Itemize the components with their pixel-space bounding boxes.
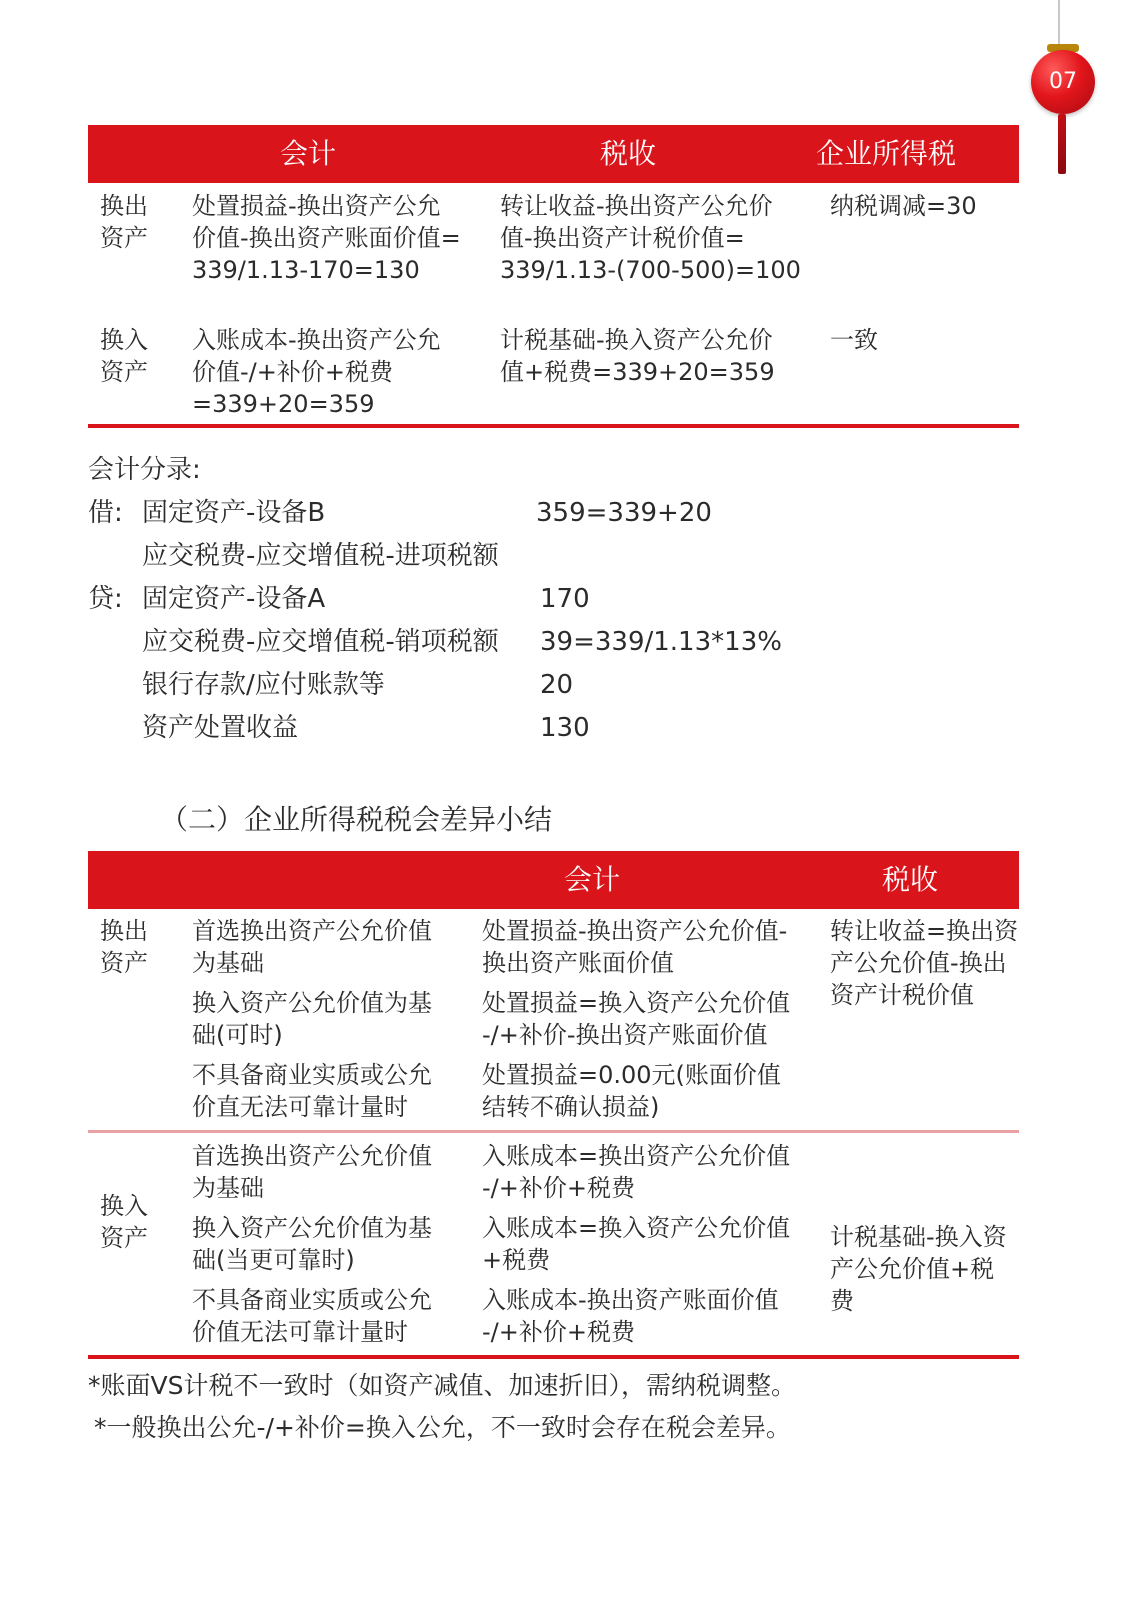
table1-row2-tax: 计税基础-换入资产公允价 值+税费=339+20=359	[500, 326, 775, 386]
section-title: （二）企业所得税税会差异小结	[160, 803, 553, 836]
journal-debit-account-1: 固定资产-设备B	[142, 498, 326, 528]
page-number-lantern: 07	[1031, 50, 1095, 114]
journal-debit-amount-1: 359=339+20	[536, 498, 712, 528]
table2-middle-rule	[88, 1130, 1019, 1133]
journal-debit-account-2: 应交税费-应交增值税-进项税额	[142, 541, 499, 571]
table1-row2-cit: 一致	[830, 326, 878, 354]
table2-out-acct-1: 处置损益-换出资产公允价值- 换出资产账面价值	[482, 917, 788, 977]
journal-credit-amount-1: 170	[540, 584, 590, 614]
journal-credit-account-2: 应交税费-应交增值税-销项税额	[142, 627, 499, 657]
journal-credit-label: 贷:	[88, 584, 123, 614]
table2-in-label: 换入 资产	[100, 1192, 148, 1252]
table2-in-basis-1: 首选换出资产公允价值 为基础	[192, 1142, 432, 1202]
table2-out-label: 换出 资产	[100, 917, 148, 977]
table2-in-basis-2: 换入资产公允价值为基 础(当更可靠时)	[192, 1214, 432, 1274]
table2-in-tax: 计税基础-换入资 产公允价值+税 费	[830, 1223, 1007, 1315]
note-2: *一般换出公允-/+补价=换入公允，不一致时会存在税会差异。	[94, 1413, 791, 1442]
table1-bottom-rule	[88, 424, 1019, 428]
table1-header-tax: 税收	[600, 137, 657, 170]
table2-out-basis-1: 首选换出资产公允价值 为基础	[192, 917, 432, 977]
table1-header-cit: 企业所得税	[816, 137, 957, 170]
table2-in-acct-2: 入账成本=换入资产公允价值 +税费	[482, 1214, 791, 1274]
table1-row1-acct: 处置损益-换出资产公允 价值-换出资产账面价值= 339/1.13-170=130	[192, 192, 461, 284]
table2-out-basis-2: 换入资产公允价值为基 础(可时)	[192, 989, 432, 1049]
table2-out-basis-3: 不具备商业实质或公允 价直无法可靠计量时	[192, 1061, 432, 1121]
lantern-tassel	[1058, 114, 1066, 174]
table1-row1-label: 换出 资产	[100, 192, 148, 252]
table1-row1-cit: 纳税调减=30	[830, 192, 977, 220]
table1-row1-tax: 转让收益-换出资产公允价 值-换出资产计税价值= 339/1.13-(700-500)=100	[500, 192, 801, 284]
journal-debit-label: 借:	[88, 498, 123, 528]
table2-bottom-rule	[88, 1355, 1019, 1359]
journal-title: 会计分录:	[88, 455, 201, 485]
journal-credit-account-1: 固定资产-设备A	[142, 584, 326, 614]
table2-out-acct-3: 处置损益=0.00元(账面价值 结转不确认损益)	[482, 1061, 781, 1121]
table2-header-tax: 税收	[882, 863, 939, 896]
journal-credit-amount-2: 39=339/1.13*13%	[540, 627, 782, 657]
journal-credit-account-3: 银行存款/应付账款等	[142, 670, 385, 700]
table2-in-acct-3: 入账成本-换出资产账面价值 -/+补价+税费	[482, 1286, 779, 1346]
note-1: *账面VS计税不一致时（如资产减值、加速折旧），需纳税调整。	[88, 1371, 796, 1400]
journal-credit-account-4: 资产处置收益	[142, 713, 299, 743]
table1-row2-label: 换入 资产	[100, 326, 148, 386]
table2-out-acct-2: 处置损益=换入资产公允价值 -/+补价-换出资产账面价值	[482, 989, 791, 1049]
journal-credit-amount-3: 20	[540, 670, 574, 700]
table2-in-acct-1: 入账成本=换出资产公允价值 -/+补价+税费	[482, 1142, 791, 1202]
table2-header-acct: 会计	[564, 863, 621, 896]
table1-header-acct: 会计	[280, 137, 337, 170]
journal-credit-amount-4: 130	[540, 713, 590, 743]
table2-out-tax: 转让收益=换出资 产公允价值-换出 资产计税价值	[830, 917, 1019, 1009]
lantern-string	[1058, 0, 1060, 50]
table2-in-basis-3: 不具备商业实质或公允 价值无法可靠计量时	[192, 1286, 432, 1346]
table2-header	[88, 851, 1019, 909]
table1-header	[88, 125, 1019, 183]
table1-row2-acct: 入账成本-换出资产公允 价值-/+补价+税费 =339+20=359	[192, 326, 441, 418]
